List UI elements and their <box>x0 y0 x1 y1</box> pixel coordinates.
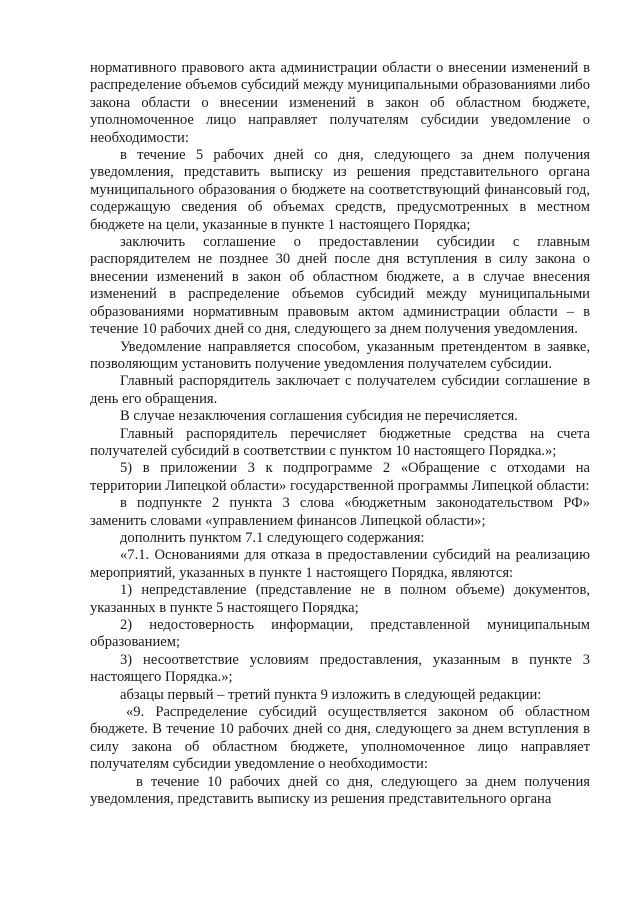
paragraph-1: нормативного правового акта администрации области о внесении изменений в распределение объемов субсидий между муниципальными образованиями либо закона области о внесении изменений в закон об областном бюджете, уполномоченное лицо направляет получателям субсидии уведомление о необходимости: <box>90 60 590 146</box>
paragraph-7: Главный распорядитель перечисляет бюджетные средства на счета получателей субсидий в соответствии с пунктом 10 настоящего Порядка.»; <box>90 425 590 459</box>
paragraph-11: «7.1. Основаниями для отказа в предоставлении субсидий на реализацию мероприятий, указанных в пункте 1 настоящего Порядка, являются: <box>90 547 590 581</box>
paragraph-8: 5) в приложении 3 к подпрограмме 2 «Обращение с отходами на территории Липецкой области» государственной программы Липецкой области: <box>90 460 590 494</box>
paragraph-10: дополнить пунктом 7.1 следующего содержания: <box>120 529 425 546</box>
paragraph-16: «9. Распределение субсидий осуществляется законом об областном бюджете. В течение 10 рабочих дней со дня, следующего за днем вступления в силу закона об областном бюджете, уполномоченное лицо направляет получателям субсидии уведомление о необходимости: <box>90 704 590 773</box>
paragraph-15: абзацы первый – третий пункта 9 изложить в следующей редакции: <box>120 686 542 703</box>
paragraph-4: Уведомление направляется способом, указанным претендентом в заявке, позволяющим установить получение уведомления получателем субсидии. <box>90 338 590 372</box>
paragraph-17: в течение 10 рабочих дней со дня, следующего за днем получения уведомления, представить выписку из решения представительного органа <box>90 773 590 808</box>
paragraph-2: в течение 5 рабочих дней со дня, следующего за днем получения уведомления, представить выписку из решения представительного органа муниципального образования о бюджете на соответствующий финансовый год, содержащую сведения об объемах средств, предусмотренных в местном бюджете на цели, указанные в пункте 1 настоящего Порядка; <box>90 147 590 233</box>
paragraph-6: В случае незаключения соглашения субсидия не перечисляется. <box>120 408 518 425</box>
paragraph-5: Главный распорядитель заключает с получателем субсидии соглашение в день его обращения. <box>90 373 590 407</box>
document-page <box>90 60 590 808</box>
paragraph-14: 3) несоответствие условиям предоставления, указанным в пункте 3 настоящего Порядка.»; <box>90 651 590 686</box>
paragraph-9: в подпункте 2 пункта 3 слова «бюджетным законодательством РФ» заменить словами «управлением финансов Липецкой области»; <box>90 495 590 529</box>
paragraph-13: 2) недостоверность информации, представленной муниципальным образованием; <box>90 617 590 651</box>
paragraph-12: 1) непредставление (представление не в полном объеме) документов, указанных в пункте 5 настоящего Порядка; <box>90 582 590 616</box>
paragraph-3: заключить соглашение о предоставлении субсидии с главным распорядителем не позднее 30 дней после дня вступления в силу закона о внесении изменений в закон об областном бюджете, а в случае внесения изменений в распределение объемов субсидий между муниципальными образованиями нормативным правовым актом администрации области – в течение 10 рабочих дней со дня, следующего за днем получения уведомления. <box>90 234 590 338</box>
